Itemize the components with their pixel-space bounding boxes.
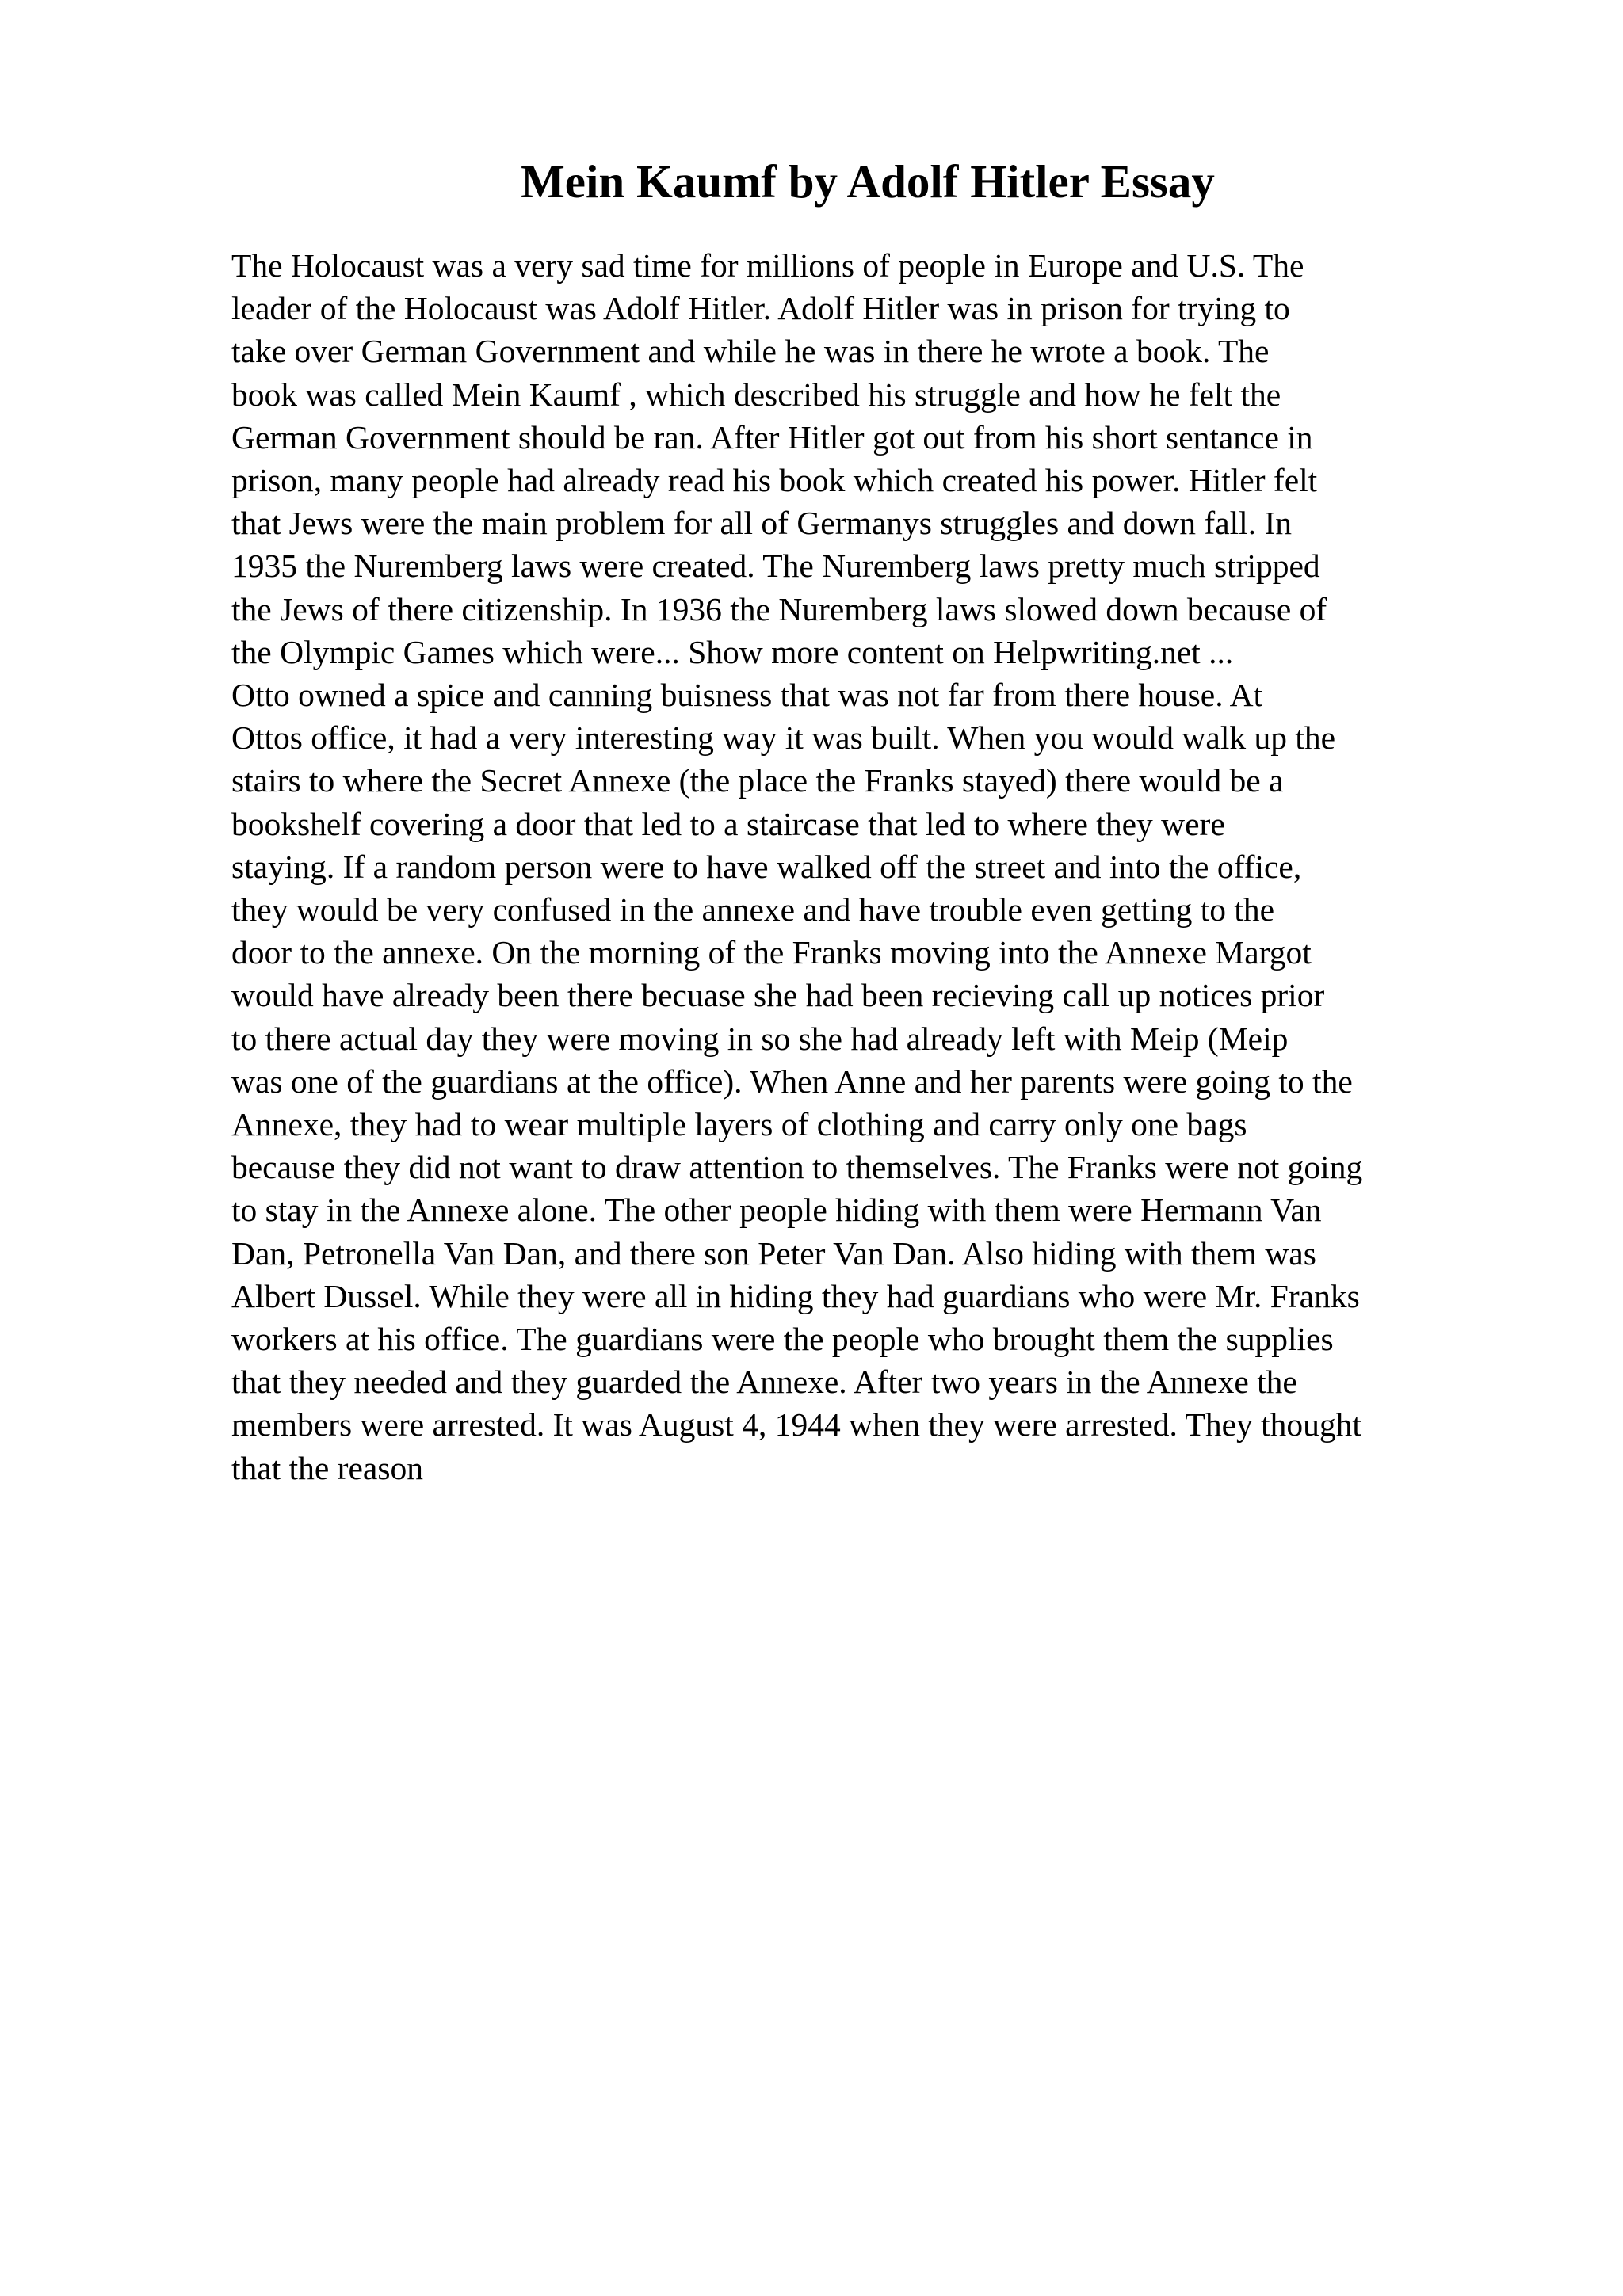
essay-line: they would be very confused in the annexe and have trouble even getting to the: [231, 891, 1275, 929]
essay-line: 1935 the Nuremberg laws were created. The Nuremberg laws pretty much stripped: [231, 547, 1320, 585]
essay-line: prison, many people had already read his book which created his power. Hitler felt: [231, 462, 1318, 499]
essay-line: members were arrested. It was August 4, 1944 when they were arrested. They thought: [231, 1406, 1361, 1444]
document-title: Mein Kaumf by Adolf Hitler Essay: [521, 155, 1215, 208]
essay-line: because they did not want to draw attention to themselves. The Franks were not going: [231, 1149, 1363, 1186]
essay-line: to there actual day they were moving in so she had already left with Meip (Meip: [231, 1020, 1289, 1057]
essay-line: take over German Government and while he was in there he wrote a book. The: [231, 333, 1270, 370]
essay-line: the Olympic Games which were... Show more content on Helpwriting.net ...: [231, 633, 1234, 670]
essay-line: Ottos office, it had a very interesting way it was built. When you would walk up the: [231, 719, 1336, 757]
essay-line: to stay in the Annexe alone. The other people hiding with them were Hermann Van: [231, 1192, 1322, 1229]
essay-line: Albert Dussel. While they were all in hiding they had guardians who were Mr. Franks: [231, 1277, 1360, 1314]
essay-line: that Jews were the main problem for all of Germanys struggles and down fall. In: [231, 505, 1293, 542]
essay-line: book was called Mein Kaumf , which described his struggle and how he felt the: [231, 376, 1281, 413]
essay-line: the Jews of there citizenship. In 1936 the Nuremberg laws slowed down because of: [231, 590, 1327, 627]
essay-line: staying. If a random person were to have walked off the street and into the office,: [231, 848, 1302, 885]
essay-line: The Holocaust was a very sad time for millions of people in Europe and U.S. The: [231, 247, 1304, 284]
essay-line: bookshelf covering a door that led to a staircase that led to where they were: [231, 805, 1225, 842]
essay-body: [231, 244, 1539, 1489]
essay-line: door to the annexe. On the morning of the Franks moving into the Annexe Margot: [231, 934, 1312, 971]
essay-line: German Government should be ran. After Hitler got out from his short sentance in: [231, 418, 1313, 456]
essay-line: Otto owned a spice and canning buisness that was not far from there house. At: [231, 677, 1263, 714]
essay-line: was one of the guardians at the office). When Anne and her parents were going to the: [231, 1062, 1353, 1100]
essay-line: leader of the Holocaust was Adolf Hitler. Adolf Hitler was in prison for trying to: [231, 290, 1290, 327]
essay-line: would have already been there becuase she had been recieving call up notices prior: [231, 977, 1325, 1014]
essay-line: that the reason: [231, 1449, 423, 1486]
essay-line: Annexe, they had to wear multiple layers of clothing and carry only one bags: [231, 1106, 1247, 1143]
essay-line: that they needed and they guarded the Annexe. After two years in the Annexe the: [231, 1363, 1297, 1401]
essay-line: stairs to where the Secret Annexe (the place the Franks stayed) there would be a: [231, 762, 1284, 799]
essay-line: workers at his office. The guardians were the people who brought them the supplies: [231, 1321, 1334, 1358]
essay-line: Dan, Petronella Van Dan, and there son Peter Van Dan. Also hiding with them was: [231, 1234, 1316, 1272]
